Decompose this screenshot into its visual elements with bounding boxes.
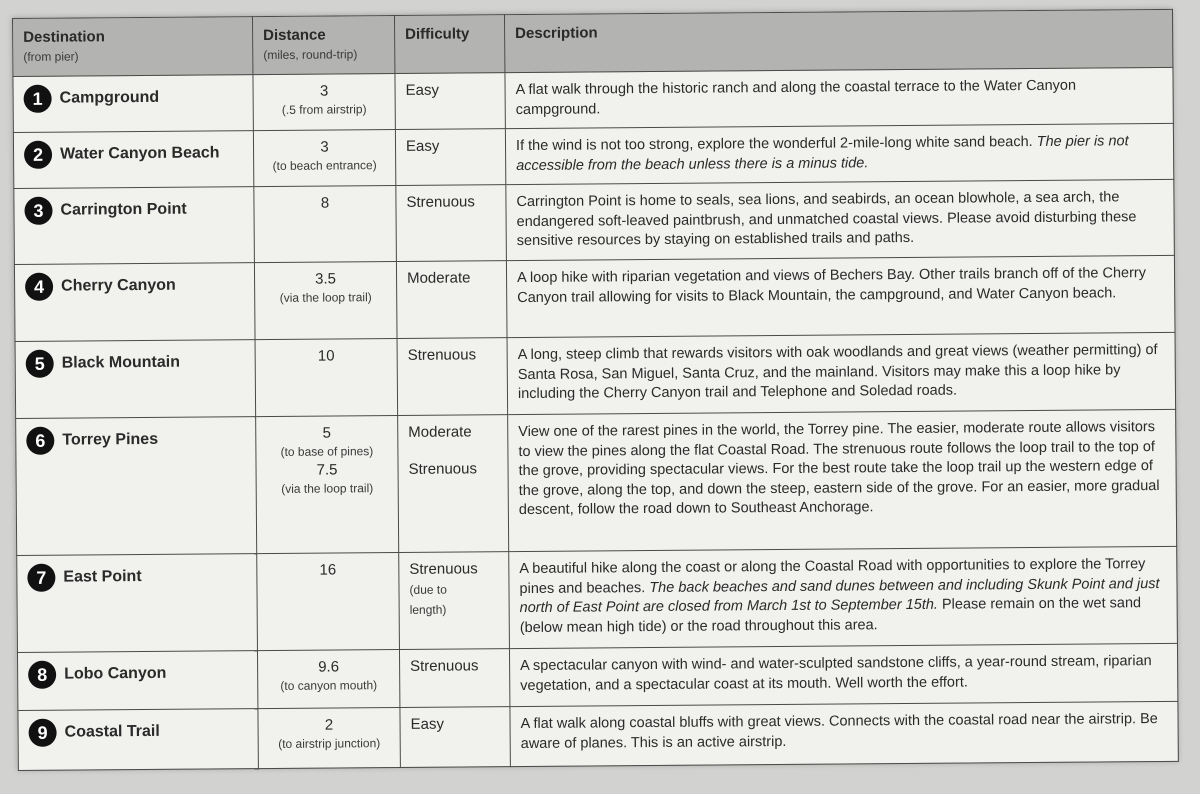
description-cell	[509, 643, 1177, 706]
trail-table	[12, 9, 1179, 771]
difficulty-cell	[398, 415, 509, 553]
distance-cell	[253, 73, 395, 130]
difficulty-note: (due to length)	[409, 582, 447, 617]
description-cell	[509, 546, 1178, 648]
number-badge: 9	[29, 719, 57, 747]
distance-note: (to canyon mouth)	[280, 678, 378, 693]
difficulty-value: Easy	[410, 715, 444, 733]
distance-cell	[257, 552, 400, 650]
distance-value-alt: 7.5	[316, 461, 338, 479]
description-text-after: Please remain on the wet sand (below mean high tide) or the road throughout this area.	[519, 595, 1142, 636]
distance-value: 9.6	[318, 658, 340, 676]
header-description: Description	[504, 9, 1172, 72]
table-row	[17, 546, 1178, 652]
description-text: A long, steep climb that rewards visitors with oak woodlands and great views (weather permitting) of Santa Rosa, San Miguel, Santa Cruz, and the mainland. Visitors may make this a loop hike by including the Cherry Canyon trail and Telephone and Soledad roads.	[517, 342, 1158, 403]
difficulty-cell	[400, 707, 510, 768]
destination-cell	[13, 131, 253, 189]
difficulty-cell	[399, 649, 509, 708]
distance-cell	[257, 649, 399, 708]
description-text: A flat walk through the historic ranch and along the coastal terrace to the Water Canyon campground.	[515, 77, 1077, 118]
distance-note: (.5 from airstrip)	[281, 102, 367, 117]
distance-note-alt: (via the loop trail)	[281, 481, 374, 496]
distance-cell	[255, 338, 398, 416]
destination-cell	[14, 187, 255, 265]
difficulty-value: Moderate	[408, 423, 472, 441]
description-text: A beautiful hike along the coast or along the Coastal Road with opportunities to explore the Torrey pines and beaches.	[519, 556, 1146, 597]
number-badge: 4	[25, 273, 53, 301]
destination-name: Carrington Point	[60, 200, 187, 219]
destination-cell	[17, 554, 258, 653]
distance-value: 3	[320, 138, 329, 156]
description-italic-note: The back beaches and sand dunes between and including Skunk Point and just north of East Point are closed from March 1st to September 15th.	[519, 575, 1160, 617]
destination-name: Water Canyon Beach	[60, 144, 220, 163]
difficulty-cell	[396, 185, 507, 262]
table-row	[17, 643, 1177, 710]
distance-value: 8	[320, 194, 330, 212]
destination-name: Black Mountain	[61, 353, 181, 372]
distance-note: (to airstrip junction)	[278, 736, 381, 751]
difficulty-value: Moderate	[406, 269, 471, 287]
destination-cell	[15, 340, 256, 419]
description-cell	[507, 332, 1176, 414]
difficulty-cell	[396, 261, 507, 339]
description-text: A flat walk along coastal bluffs with great views. Connects with the coastal road near the airstrip. Be aware of planes. This is an active airstrip.	[520, 711, 1158, 752]
distance-note: (via the loop trail)	[279, 290, 372, 305]
destination-name: Lobo Canyon	[64, 664, 167, 683]
description-text: Carrington Point is home to seals, sea lions, and seabirds, an ocean blowhole, a sea arch, the endangered soft-leaved paintbrush, and unmatched coastal views. Please avoid disturbing these sensitive resources by staying on established trails and paths.	[516, 189, 1137, 250]
difficulty-value: Strenuous	[410, 657, 479, 675]
description-cell	[510, 701, 1178, 766]
table-row	[18, 701, 1178, 770]
distance-note: (to beach entrance)	[272, 158, 377, 173]
difficulty-cell	[397, 338, 508, 416]
header-distance: Distance (miles, round-trip)	[252, 15, 394, 74]
description-cell	[508, 409, 1177, 551]
destination-name: East Point	[63, 567, 142, 586]
header-difficulty: Difficulty	[394, 15, 504, 74]
number-badge: 2	[24, 141, 52, 169]
table-row	[16, 409, 1177, 555]
header-destination: Destination (from pier)	[13, 17, 253, 77]
destination-cell	[14, 263, 255, 342]
difficulty-value: Easy	[405, 137, 440, 155]
number-badge: 6	[26, 427, 54, 455]
destination-name: Cherry Canyon	[61, 276, 176, 295]
table-row	[15, 332, 1176, 418]
destination-cell	[16, 417, 257, 556]
difficulty-cell	[399, 552, 510, 650]
distance-value: 3	[319, 82, 329, 100]
trail-guide-page	[12, 9, 1178, 770]
destination-cell	[18, 709, 258, 771]
distance-cell	[254, 185, 397, 262]
table-row	[13, 67, 1173, 132]
destination-cell	[13, 75, 253, 133]
distance-note: (to base of pines)	[280, 444, 374, 459]
number-badge: 8	[28, 661, 56, 689]
destination-name: Campground	[59, 88, 160, 107]
description-text: A loop hike with riparian vegetation and views of Bechers Bay. Other trails branch off of the Cherry Canyon trail allowing for visits to Black Mountain, the campground, and Water Canyon beach.	[516, 265, 1147, 306]
distance-cell	[254, 261, 397, 339]
table-header-row	[13, 9, 1173, 76]
number-badge: 5	[26, 350, 54, 378]
number-badge: 3	[24, 197, 52, 225]
distance-cell	[256, 415, 399, 553]
difficulty-value: Strenuous	[407, 346, 477, 364]
description-cell	[505, 123, 1173, 184]
destination-name: Torrey Pines	[62, 430, 159, 449]
distance-cell	[253, 129, 395, 186]
difficulty-value: Strenuous	[406, 193, 475, 211]
distance-value: 10	[317, 347, 335, 365]
description-cell	[506, 179, 1175, 260]
description-text: If the wind is not too strong, explore the wonderful 2-mile-long white sand beach.	[515, 133, 1033, 155]
distance-cell	[258, 707, 400, 768]
description-cell	[506, 255, 1175, 337]
table-row	[13, 123, 1173, 188]
description-cell	[505, 67, 1173, 128]
number-badge: 7	[27, 564, 55, 592]
destination-name: Coastal Trail	[64, 722, 160, 741]
difficulty-cell	[395, 129, 505, 186]
distance-value: 3.5	[315, 270, 337, 288]
difficulty-value: Easy	[405, 81, 440, 99]
difficulty-value: Strenuous	[409, 560, 478, 578]
description-italic-note: The pier is not accessible from the beach unless there is a minus tide.	[516, 133, 1129, 174]
table-row	[14, 179, 1175, 264]
distance-value: 16	[319, 561, 337, 579]
description-text: View one of the rarest pines in the world, the Torrey pine. The easier, moderate route allows visitors to view the pines along the flat Coastal Road. The strenuous route follows the loop trail to the top of the grove, providing spectacular views. For the best route take the loop trail up the western edge of the grove, along the top, and down the steep, eastern side of the grove. For an easier, more gradual descent, follow the road down to Southeast Anchorage.	[518, 419, 1160, 519]
number-badge: 1	[24, 85, 52, 113]
description-text: A spectacular canyon with wind- and water-sculpted sandstone cliffs, a year-round stream, riparian vegetation, and a spectacular coast at its mouth. Well worth the effort.	[520, 653, 1152, 694]
difficulty-value-alt: Strenuous	[408, 460, 478, 478]
table-row	[14, 255, 1175, 341]
distance-value: 2	[324, 716, 334, 734]
distance-value: 5	[322, 424, 332, 442]
difficulty-cell	[395, 73, 505, 130]
destination-cell	[17, 651, 257, 711]
